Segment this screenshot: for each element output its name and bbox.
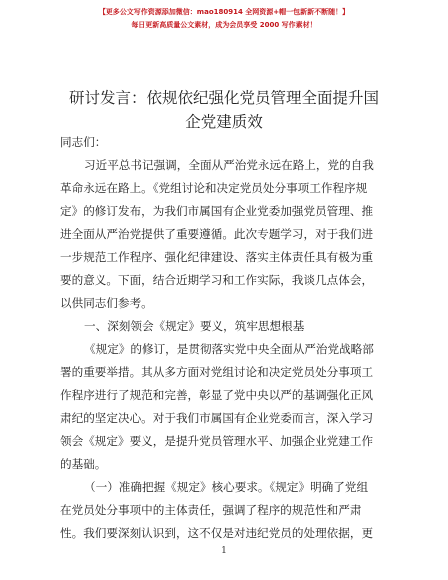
- promo-banner-line-1: 【更多公文写作资源添加微信：mao180914 全网资源+帽一包新新不断随！】: [98, 8, 350, 16]
- paragraph-line: 的基础。: [60, 457, 107, 471]
- document-title-line-2: 企党建质效: [185, 113, 263, 131]
- paragraph-line: 习近平总书记强调，全面从严治党永远在路上，党的自我: [84, 158, 374, 172]
- salutation-text: 同志们：: [60, 135, 107, 149]
- section-heading-text: 一、深刻领会《规定》要义，筑牢思想根基: [84, 319, 305, 333]
- paragraph-core-requirements: [60, 476, 390, 545]
- page-number: 1: [221, 546, 227, 556]
- paragraph-line: 革命永远在路上。《党组讨论和决定党员处分事项工作程序规: [60, 181, 368, 195]
- paragraph-line: 要的意义。下面，结合近期学习和工作实际，我谈几点体会，: [60, 273, 374, 287]
- paragraph-line: 作程序进行了规范和完善，彰显了党中央以严的基调强化正风: [60, 388, 374, 402]
- paragraph-line: 肃纪的坚定决心。对于我们市属国有企业党委而言，深入学习: [60, 411, 374, 425]
- paragraph-line: 《规定》的修订，是贯彻落实党中央全面从严治党战略部: [84, 342, 374, 356]
- paragraph-intro: [60, 154, 390, 315]
- paragraph-line: 性。我们要深刻认识到，这不仅是对违纪党员的处理依据，更: [60, 526, 374, 540]
- section-heading: [60, 315, 390, 338]
- paragraph-line: 进全面从严治党提供了重要遵循。此次专题学习，对于我们进: [60, 227, 374, 241]
- paragraph-line: （一）准确把握《规定》核心要求。《规定》明确了党组: [84, 480, 369, 494]
- paragraph-line: 一步规范工作程序、强化纪律建设、落实主体责任具有极为重: [60, 250, 374, 264]
- promo-banner: [0, 6, 448, 32]
- salutation: [60, 131, 390, 154]
- paragraph-line: 在党员处分事项中的主体责任，强调了程序的规范性和严肃: [60, 503, 362, 517]
- promo-banner-line-2: 每日更新高质量公文素材，成为会员享受 2000 写作素材！: [131, 21, 317, 29]
- document-title: [40, 86, 408, 134]
- paragraph-line: 以供同志们参考。: [60, 296, 153, 310]
- paragraph-line: 领会《规定》要义，是提升党员管理水平、加强企业党建工作: [60, 434, 374, 448]
- paragraph-line: 定》的修订发布，为我们市属国有企业党委加强党员管理、推: [60, 204, 374, 218]
- paragraph-regulation: [60, 338, 390, 476]
- document-title-line-1: 研讨发言：依规依纪强化党员管理全面提升国: [68, 89, 379, 107]
- paragraph-line: 署的重要举措。其从多方面对党组讨论和决定党员处分事项工: [60, 365, 374, 379]
